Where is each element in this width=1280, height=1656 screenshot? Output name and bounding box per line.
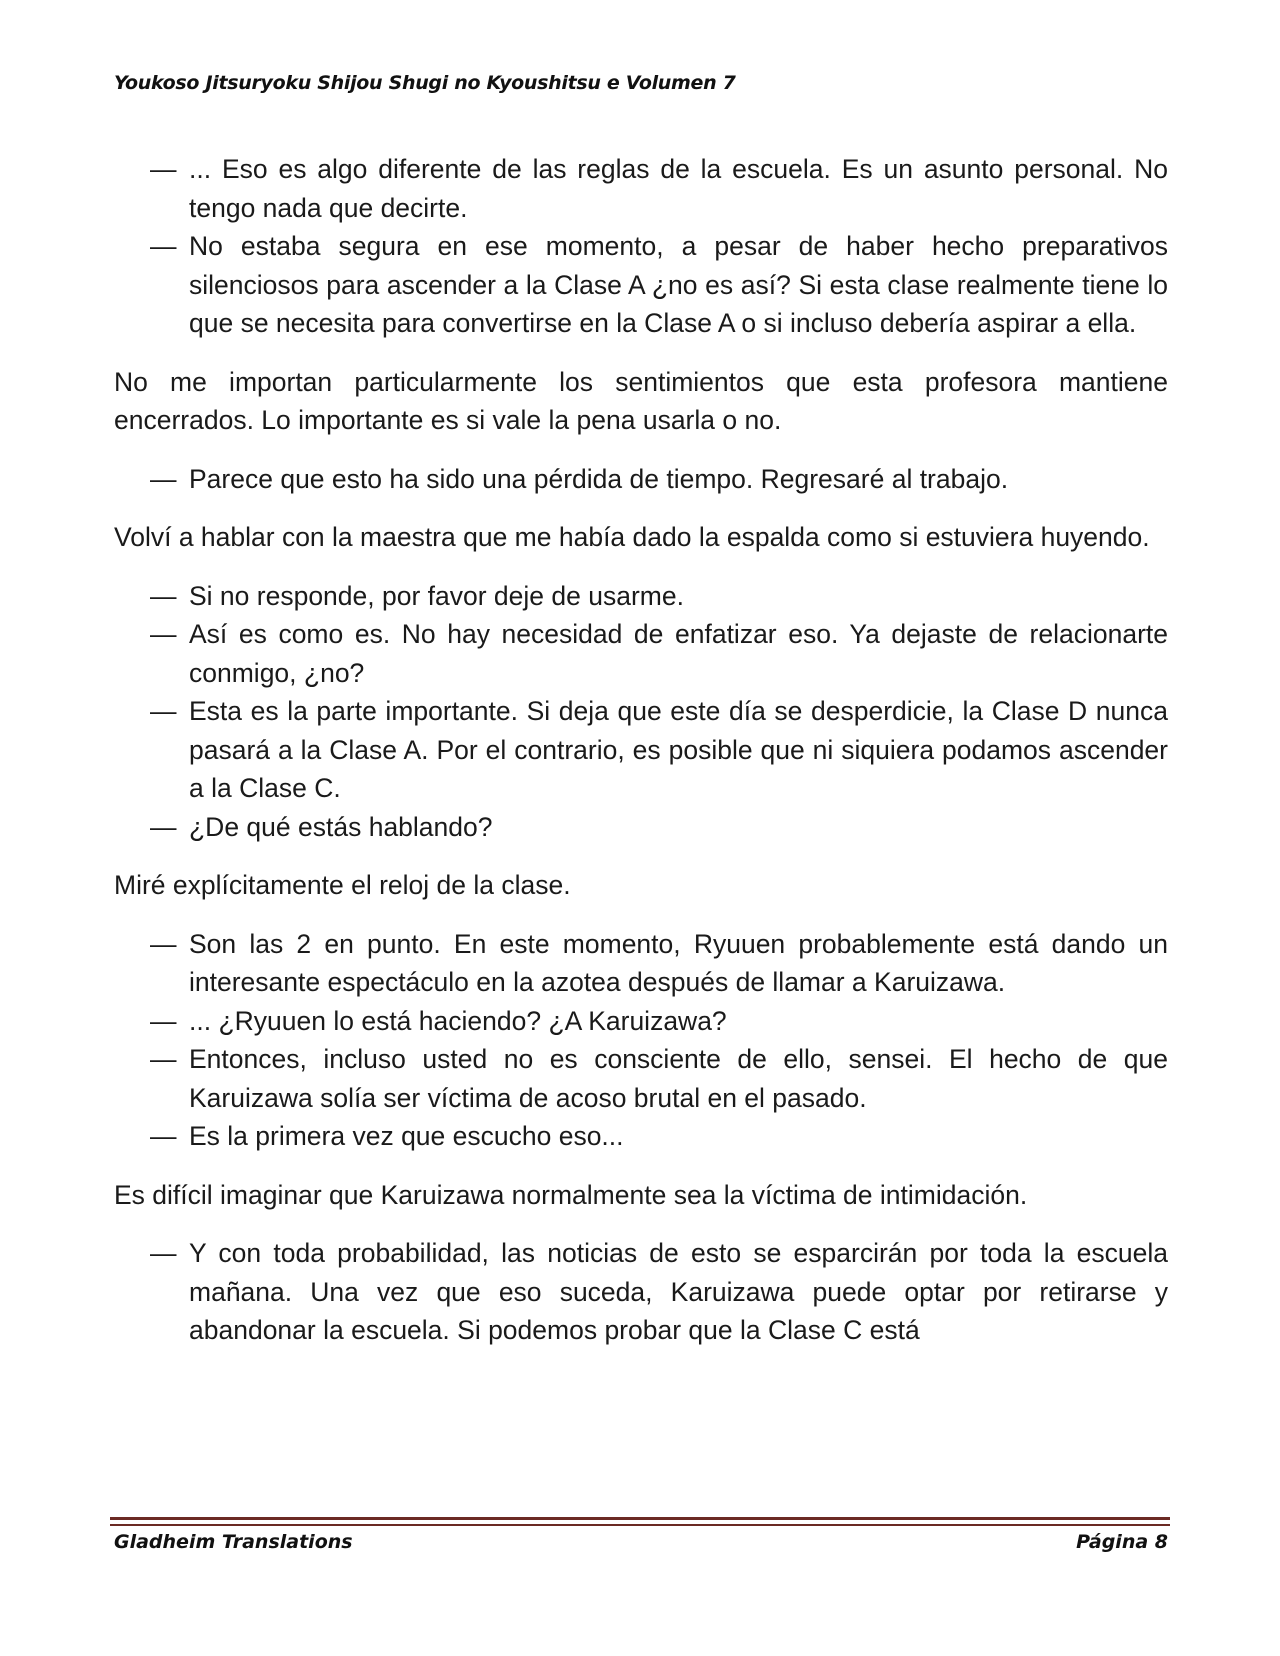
dialogue-text: Y con toda probabilidad, las noticias de esto se esparcirán por toda la escuela mañana. Una vez que eso suceda, Karuizawa puede optar por retirarse y abandonar la escuela. Si podemos probar que la Clase C está — [189, 1238, 1168, 1345]
dialogue-line — [114, 1002, 1168, 1041]
dialogue-group — [114, 1234, 1168, 1350]
dialogue-line — [114, 577, 1168, 616]
page-number: Página 8 — [1076, 1531, 1168, 1553]
narration-paragraph: Es difícil imaginar que Karuizawa normalmente sea la víctima de intimidación. — [114, 1179, 1028, 1210]
dialogue-text: ... ¿Ryuuen lo está haciendo? ¿A Karuizawa? — [189, 1005, 727, 1036]
dialogue-group — [114, 460, 1168, 499]
dialogue-text: Si no responde, por favor deje de usarme. — [189, 580, 684, 611]
dialogue-dash: — — [150, 1044, 177, 1074]
dialogue-group — [114, 577, 1168, 847]
dialogue-dash: — — [150, 696, 177, 726]
footer-publisher: Gladheim Translations — [114, 1531, 353, 1553]
dialogue-text: No estaba segura en ese momento, a pesar de haber hecho preparativos silenciosos para ascender a la Clase A ¿no es así? Si esta clase realmente tiene lo que se necesita para convertirse en la Clase A o si incluso debería aspirar a ella. — [189, 231, 1168, 338]
dialogue-line — [114, 615, 1168, 692]
dialogue-text: Entonces, incluso usted no es consciente de ello, sensei. El hecho de que Karuizawa solía ser víctima de acoso brutal en el pasado. — [189, 1044, 1168, 1113]
dialogue-text: ¿De qué estás hablando? — [189, 811, 493, 842]
dialogue-line — [114, 227, 1168, 343]
running-header: Youkoso Jitsuryoku Shijou Shugi no Kyoushitsu e Volumen 7 — [114, 72, 736, 94]
dialogue-dash: — — [150, 580, 177, 611]
dialogue-line — [114, 1234, 1168, 1350]
dialogue-dash: — — [150, 231, 177, 261]
dialogue-dash: — — [150, 1121, 177, 1151]
dialogue-dash: — — [150, 154, 177, 184]
dialogue-dash: — — [150, 463, 177, 494]
narration-paragraph: Volví a hablar con la maestra que me había dado la espalda como si estuviera huyendo. — [114, 522, 1150, 552]
narration-paragraph: No me importan particularmente los sentimientos que esta profesora mantiene encerrados. Lo importante es si vale la pena usarla o no. — [114, 366, 1168, 435]
dialogue-line — [114, 150, 1168, 227]
dialogue-line — [114, 460, 1168, 499]
dialogue-line — [114, 692, 1168, 808]
dialogue-dash: — — [150, 928, 177, 959]
dialogue-line — [114, 1040, 1168, 1117]
dialogue-dash: — — [150, 1005, 177, 1036]
dialogue-line — [114, 808, 1168, 847]
footer-rule — [110, 1517, 1170, 1526]
dialogue-dash: — — [150, 619, 177, 649]
dialogue-text: ... Eso es algo diferente de las reglas de la escuela. Es un asunto personal. No tengo nada que decirte. — [189, 154, 1168, 223]
dialogue-dash: — — [150, 811, 177, 842]
dialogue-text: Esta es la parte importante. Si deja que este día se desperdicie, la Clase D nunca pasará a la Clase A. Por el contrario, es posible que ni siquiera podamos ascender a la Clase C. — [189, 696, 1168, 803]
narration-paragraph: Miré explícitamente el reloj de la clase. — [114, 870, 571, 900]
dialogue-line — [114, 1117, 1168, 1156]
page-body — [114, 150, 1168, 1370]
dialogue-group — [114, 150, 1168, 343]
dialogue-text: Es la primera vez que escucho eso... — [189, 1121, 624, 1151]
dialogue-text: Son las 2 en punto. En este momento, Ryuuen probablemente está dando un interesante espectáculo en la azotea después de llamar a Karuizawa. — [189, 928, 1168, 997]
dialogue-dash: — — [150, 1238, 177, 1268]
dialogue-line — [114, 925, 1168, 1002]
dialogue-group — [114, 925, 1168, 1156]
dialogue-text: Parece que esto ha sido una pérdida de tiempo. Regresaré al trabajo. — [189, 463, 1009, 494]
dialogue-text: Así es como es. No hay necesidad de enfatizar eso. Ya dejaste de relacionarte conmigo, ¿no? — [189, 619, 1168, 688]
